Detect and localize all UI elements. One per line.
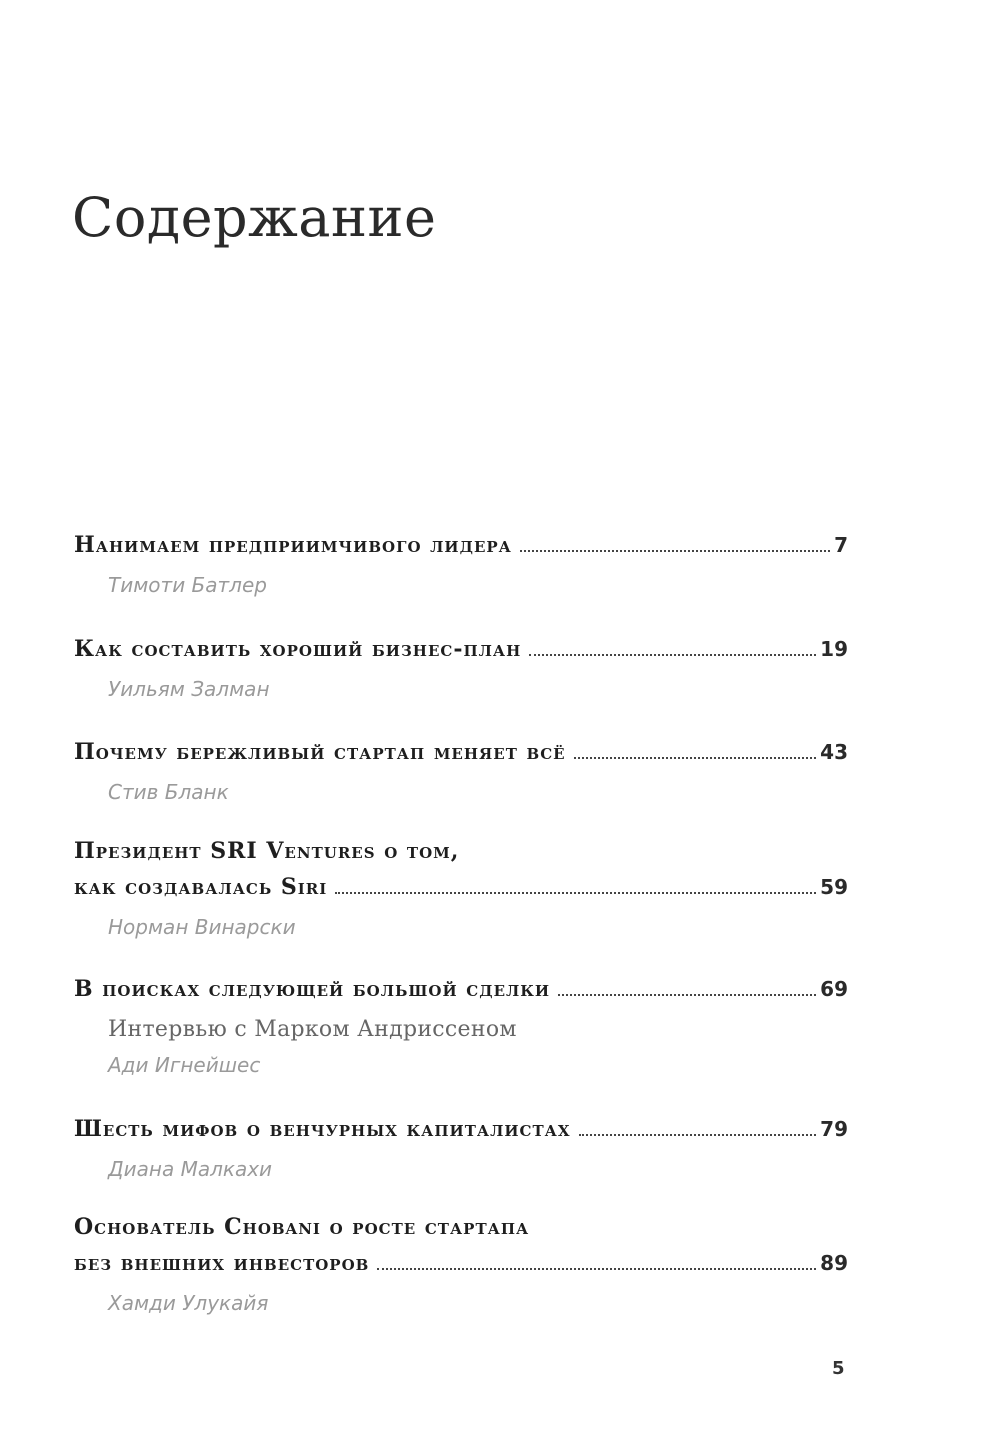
toc-entry-line bbox=[74, 532, 848, 568]
toc-entry-title: В поисках следующей большой сделки bbox=[74, 976, 551, 1002]
toc-entry bbox=[74, 976, 848, 1082]
toc-entry-author: Норман Винарски bbox=[108, 915, 296, 939]
toc-entry-title: Нанимаем предприимчивого лидера bbox=[74, 532, 512, 558]
toc-entry-title-continued: без внешних инвесторов bbox=[74, 1250, 370, 1276]
toc-entry-title: Основатель Chobani о росте стартапа bbox=[74, 1214, 530, 1240]
toc-entry bbox=[74, 636, 848, 706]
toc-entry-subtitle: Интервью с Марком Андриссеном bbox=[108, 1017, 517, 1042]
toc-entry bbox=[74, 532, 848, 602]
toc-entry-author: Тимоти Батлер bbox=[108, 573, 267, 597]
toc-entry-line bbox=[74, 739, 848, 775]
toc-entry-author: Хамди Улукайя bbox=[108, 1291, 269, 1315]
toc-leader-dots bbox=[335, 891, 816, 894]
contents-heading: Содержание bbox=[72, 186, 437, 249]
toc-leader-dots bbox=[529, 653, 816, 656]
toc-leader-dots bbox=[377, 1267, 816, 1270]
toc-entry-line bbox=[74, 1214, 848, 1250]
toc-entry-author: Стив Бланк bbox=[108, 780, 229, 804]
toc-entry-line bbox=[74, 874, 848, 910]
toc-page-number: 69 bbox=[820, 977, 848, 1001]
toc-entry-title: Почему бережливый стартап меняет всё bbox=[74, 739, 566, 765]
toc-entry-title-continued: как создавалась Siri bbox=[74, 874, 328, 900]
toc-entry-author: Диана Малкахи bbox=[108, 1157, 273, 1181]
page-number: 5 bbox=[832, 1358, 845, 1379]
toc-entry bbox=[74, 739, 848, 809]
toc-entry-author: Ади Игнейшес bbox=[108, 1053, 261, 1077]
toc-entry-line bbox=[74, 976, 848, 1012]
toc-leader-dots bbox=[579, 1133, 817, 1136]
toc-entry-title: Как составить хороший бизнес-план bbox=[74, 636, 522, 662]
toc-entry-title: Президент SRI Ventures о том, bbox=[74, 838, 460, 864]
toc-entry bbox=[74, 1116, 848, 1186]
toc-entry-line bbox=[74, 1116, 848, 1152]
toc-entry-author: Уильям Залман bbox=[108, 677, 270, 701]
toc-entry bbox=[74, 1214, 848, 1320]
toc-entry bbox=[74, 838, 848, 944]
toc-page-number: 7 bbox=[834, 533, 848, 557]
toc-page-number: 43 bbox=[820, 740, 848, 764]
toc-page-number: 59 bbox=[820, 875, 848, 899]
toc-leader-dots bbox=[520, 549, 830, 552]
toc-entry-title: Шесть мифов о венчурных капиталистах bbox=[74, 1116, 571, 1142]
toc-leader-dots bbox=[558, 993, 816, 996]
toc-entry-line bbox=[74, 636, 848, 672]
toc-page-number: 89 bbox=[820, 1251, 848, 1275]
toc-page-number: 79 bbox=[820, 1117, 848, 1141]
toc-entry-line bbox=[74, 838, 848, 874]
toc-entry-line bbox=[74, 1250, 848, 1286]
toc-page-number: 19 bbox=[820, 637, 848, 661]
toc-leader-dots bbox=[574, 756, 817, 759]
